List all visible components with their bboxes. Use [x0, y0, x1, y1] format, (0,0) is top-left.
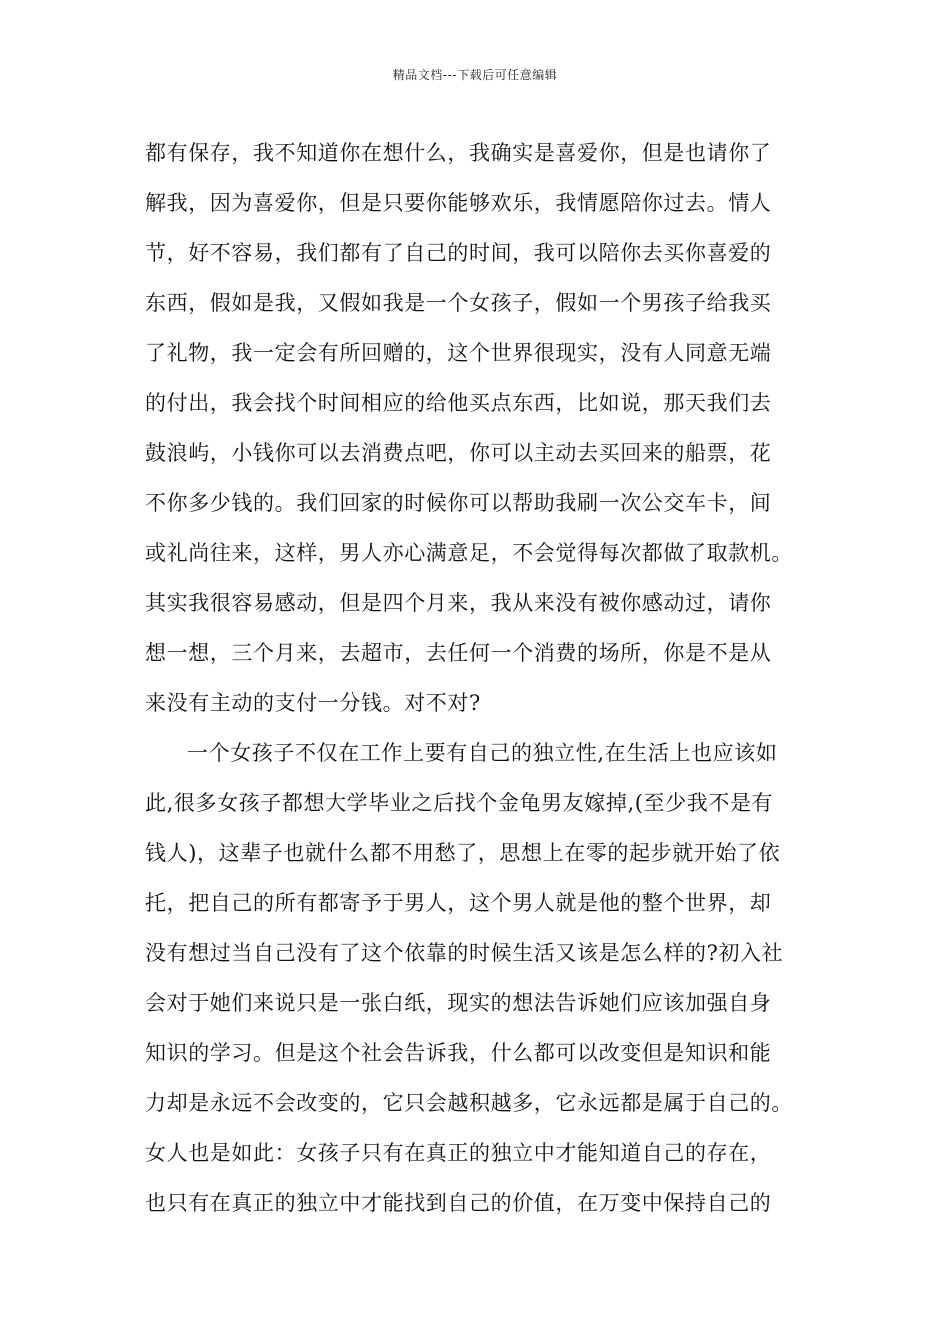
paragraph-line: 不你多少钱的。我们回家的时候你可以帮助我刷一次公交车卡，间 — [145, 491, 772, 515]
paragraph-line: 一个女孩子不仅在工作上要有自己的独立性,在生活上也应该如 — [187, 741, 778, 765]
paragraph-line: 会对于她们来说只是一张白纸，现实的想法告诉她们应该加强自身 — [145, 991, 772, 1015]
document-body — [145, 128, 810, 1228]
paragraph-line: 其实我很容易感动，但是四个月来，我从来没有被你感动过，请你 — [145, 591, 772, 615]
paragraph-line: 都有保存，我不知道你在想什么，我确实是喜爱你，但是也请你了 — [145, 141, 772, 165]
paragraph-line: 此,很多女孩子都想大学毕业之后找个金龟男友嫁掉,(至少我不是有 — [145, 791, 774, 815]
paragraph-line: 东西，假如是我，又假如我是一个女孩子，假如一个男孩子给我买 — [145, 291, 772, 315]
paragraph-line: 想一想，三个月来，去超市，去任何一个消费的场所，你是不是从 — [145, 641, 772, 665]
paragraph-1 — [145, 128, 810, 728]
paragraph-line: 托，把自己的所有都寄予于男人，这个男人就是他的整个世界，却 — [145, 891, 772, 915]
paragraph-line: 也只有在真正的独立中才能找到自己的价值，在万变中保持自己的 — [145, 1191, 772, 1215]
paragraph-line: 鼓浪屿，小钱你可以去消费点吧，你可以主动去买回来的船票，花 — [145, 441, 772, 465]
paragraph-line: 钱人)，这辈子也就什么都不用愁了，思想上在零的起步就开始了依 — [145, 841, 781, 865]
paragraph-line: 或礼尚往来，这样，男人亦心满意足，不会觉得每次都做了取款机。 — [145, 541, 793, 565]
paragraph-2 — [145, 728, 810, 1228]
paragraph-line: 来没有主动的支付一分钱。对不对? — [145, 691, 481, 715]
paragraph-line: 知识的学习。但是这个社会告诉我，什么都可以改变但是知识和能 — [145, 1041, 772, 1065]
paragraph-line: 力却是永远不会改变的，它只会越积越多，它永远都是属于自己的。 — [145, 1091, 793, 1115]
paragraph-line: 解我，因为喜爱你，但是只要你能够欢乐，我情愿陪你过去。情人 — [145, 191, 772, 215]
paragraph-line: 节，好不容易，我们都有了自己的时间，我可以陪你去买你喜爱的 — [145, 241, 772, 265]
paragraph-line: 没有想过当自己没有了这个依靠的时候生活又该是怎么样的?初入社 — [145, 941, 784, 965]
paragraph-line: 了礼物，我一定会有所回赠的，这个世界很现实，没有人同意无端 — [145, 341, 772, 365]
page-header: 精品文档---下载后可任意编辑 — [392, 68, 558, 82]
paragraph-line: 女人也是如此：女孩子只有在真正的独立中才能知道自己的存在， — [145, 1141, 772, 1165]
paragraph-line: 的付出，我会找个时间相应的给他买点东西，比如说，那天我们去 — [145, 391, 772, 415]
